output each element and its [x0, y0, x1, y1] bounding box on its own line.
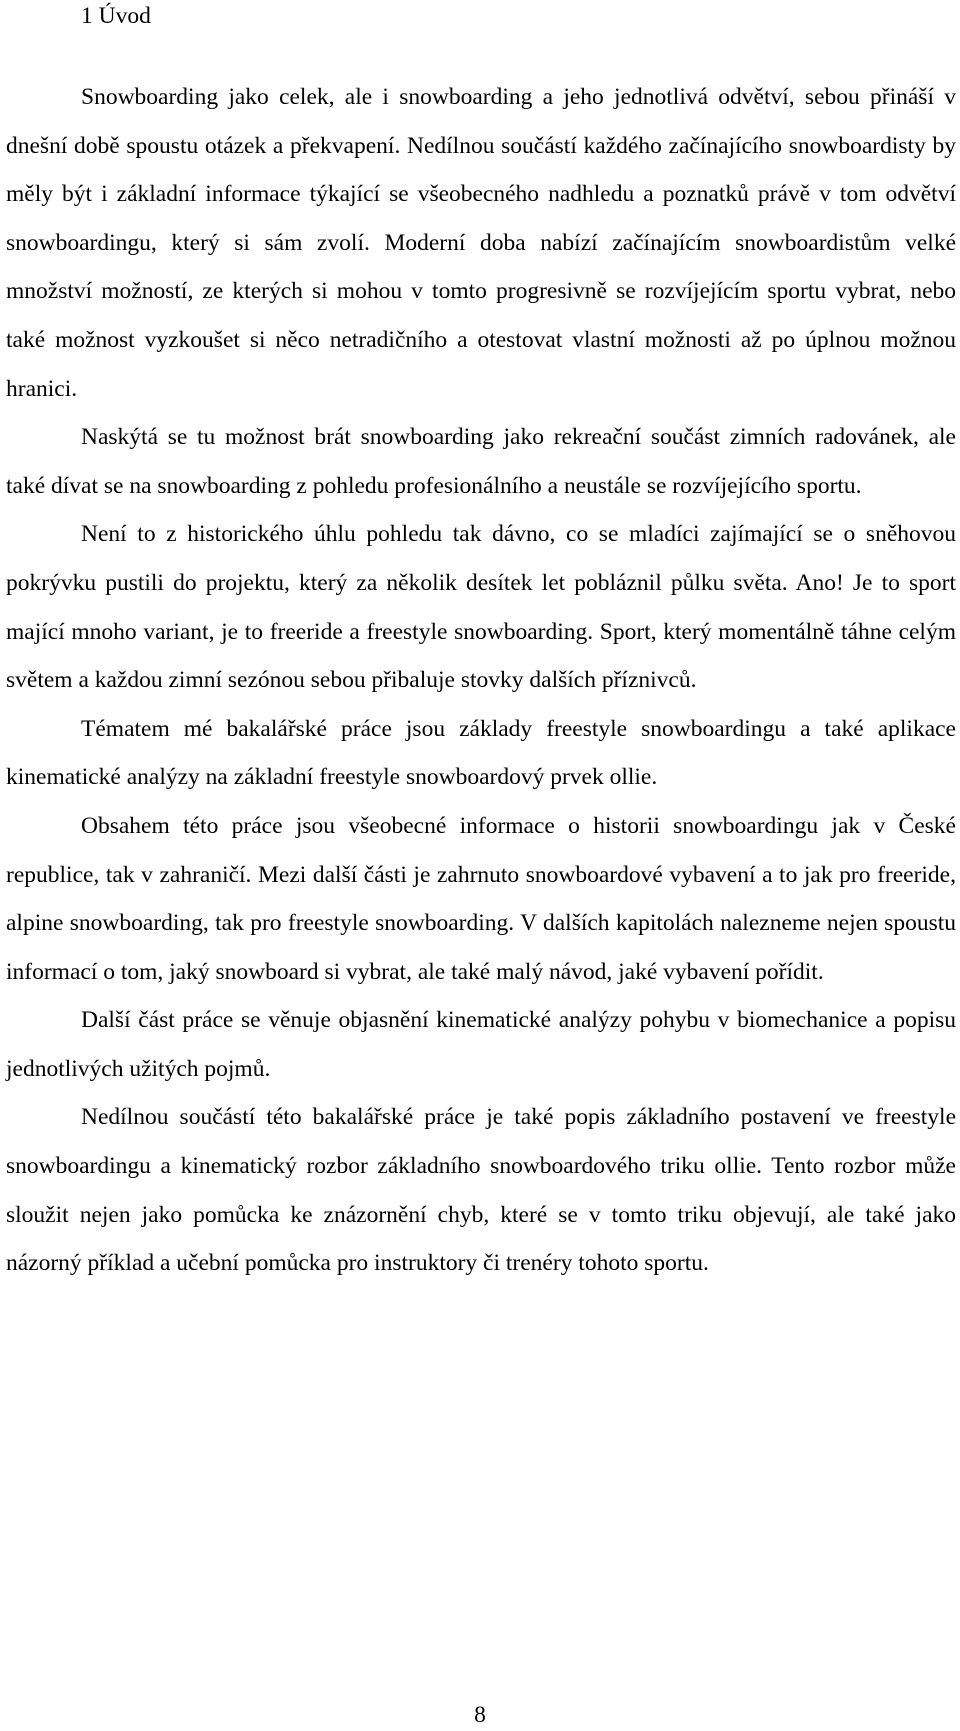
paragraph-5: Obsahem této práce jsou všeobecné informace o historii snowboardingu jak v České republice, tak v zahraničí. Mezi další části je zahrnuto snowboardové vybavení a to jak pro freeride, alpine snowboarding, tak pro freestyle snowboarding. V dalších kapitolách nalezneme nejen spoustu informací o tom, jaký snowboard si vybrat, ale také malý návod, jaké vybavení pořídit.	[6, 812, 956, 985]
section-heading: 1 Úvod	[81, 3, 151, 29]
paragraph-6: Další část práce se věnuje objasnění kinematické analýzy pohybu v biomechanice a popisu jednotlivých užitých pojmů.	[6, 1007, 956, 1082]
paragraph-4: Tématem mé bakalářské práce jsou základy freestyle snowboardingu a také aplikace kinematické analýzy na základní freestyle snowboardový prvek ollie.	[6, 715, 956, 791]
document-body	[6, 73, 956, 1288]
page-number: 8	[474, 1702, 486, 1728]
paragraph-1: Snowboarding jako celek, ale i snowboarding a jeho jednotlivá odvětví, sebou přináší v dnešní době spoustu otázek a překvapení. Nedílnou součástí každého začínajícího snowboardisty by měly být i základní informace týkající se všeobecného nadhledu a poznatků právě v tom odvětví snowboardingu, který si sám zvolí. Moderní doba nabízí začínajícím snowboardistům velké množství možností, ze kterých si mohou v tomto progresivně se rozvíjejícím sportu vybrat, nebo také možnost vyzkoušet si něco netradičního a otestovat vlastní možnosti až po úplnou možnou hranici.	[6, 84, 956, 402]
paragraph-3: Není to z historického úhlu pohledu tak dávno, co se mladíci zajímající se o sněhovou pokrývku pustili do projektu, který za několik desítek let pobláznil půlku světa. Ano! Je to sport mající mnoho variant, je to freeride a freestyle snowboarding. Sport, který momentálně táhne celým světem a každou zimní sezónou sebou přibaluje stovky dalších příznivců.	[6, 521, 956, 694]
paragraph-2: Naskýtá se tu možnost brát snowboarding jako rekreační součást zimních radovánek, ale také dívat se na snowboarding z pohledu profesionálního a neustále se rozvíjejícího sportu.	[6, 424, 956, 499]
paragraph-7: Nedílnou součástí této bakalářské práce je také popis základního postavení ve freestyle snowboardingu a kinematický rozbor základního snowboardového triku ollie. Tento rozbor může sloužit nejen jako pomůcka ke znázornění chyb, které se v tomto triku objevují, ale také jako názorný příklad a učební pomůcka pro instruktory či trenéry tohoto sportu.	[6, 1104, 956, 1277]
